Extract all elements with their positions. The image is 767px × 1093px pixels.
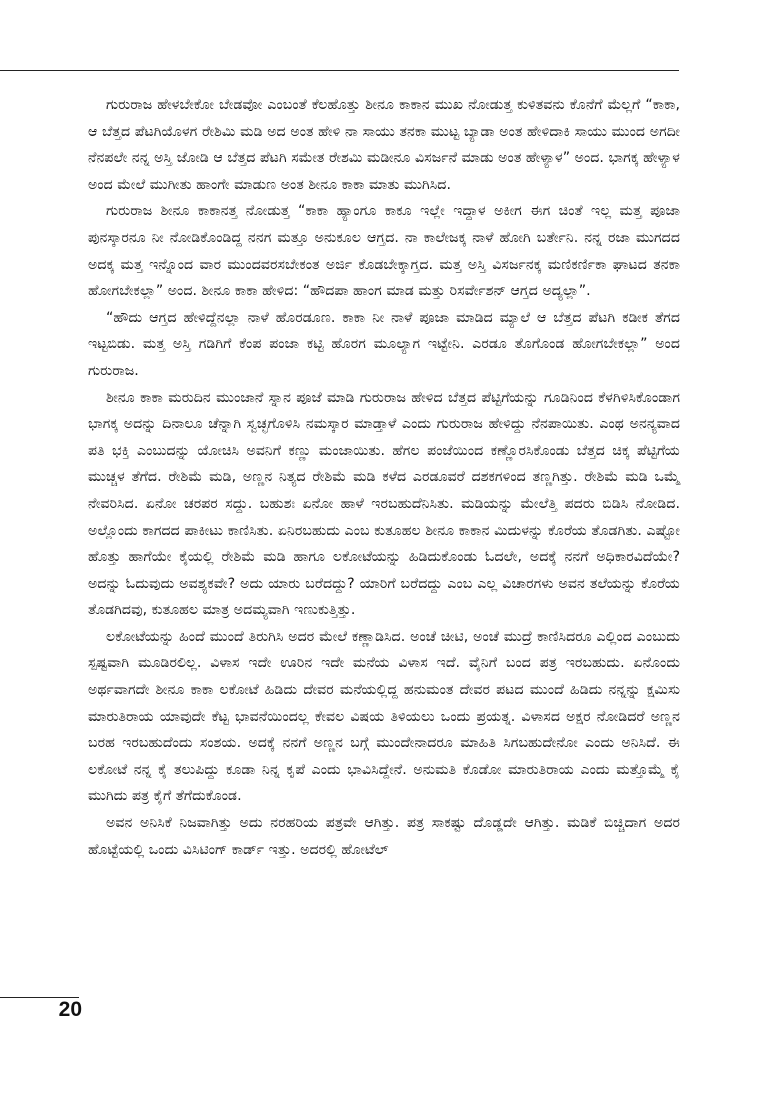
page-number: 20	[58, 998, 82, 1021]
paragraph: ಗುರುರಾಜ ಶೀನೂ ಕಾಕಾನತ್ತ ನೋಡುತ್ತ “ಕಾಕಾ ಹ್ಯಾಂಗೂ ಕಾಕೂ ಇಲ್ಲೇ ಇದ್ದಾಳ ಅಕೀಗ ಈಗ ಚಿಂತೆ ಇಲ್ಲ ಮತ್ತ ಪೂಜಾ ಪುನಸ್ಕಾರನೂ ನೀ ನೋಡಿಕೊಂಡಿದ್ದ ನನಗ ಮತ್ತೂ ಅನುಕೂಲ ಆಗ್ತದ. ನಾ ಕಾಲೇಜಕ್ಕ ನಾಳೆ ಹೋಗಿ ಬರ್ತೇನಿ. ನನ್ನ ರಜಾ ಮುಗದದ ಅದಕ್ಕ ಮತ್ತ ಇನ್ನೊಂದ ವಾರ ಮುಂದವರಸಬೇಕಂತ ಅರ್ಜಿ ಕೊಡಬೇಕ್ಕಾಗ್ತದ. ಮತ್ತ ಅಸ್ತಿ ವಿಸರ್ಜನಕ್ಕ ಮಣಿಕರ್ಣಿಕಾ ಘಾಟದ ತನಕಾ ಹೋಗಬೇಕಲ್ಲಾ” ಅಂದ. ಶೀನೂ ಕಾಕಾ ಹೇಳಿದ: “ಹೌದಪಾ ಹಾಂಗ ಮಾಡ ಮತ್ತು ರಿಸರ್ವೇಶನ್ ಆಗ್ತದ ಅದ್ಯಲ್ಲಾ”.	[88, 203, 680, 300]
paragraph: ಅವನ ಅನಿಸಿಕೆ ನಿಜವಾಗಿತ್ತು ಅದು ನರಹರಿಯ ಪತ್ರವೇ ಆಗಿತ್ತು. ಪತ್ರ ಸಾಕಷ್ಟು ದೊಡ್ಡದೇ ಆಗಿತ್ತು. ಮಡಿಕೆ ಬಿಚ್ಚಿದಾಗ ಅದರ ಹೊಟ್ಟೆಯಲ್ಲಿ ಒಂದು ವಿಸಿಟಿಂಗ್ ಕಾರ್ಡ್ ಇತ್ತು. ಅದರಲ್ಲಿ ಹೋಟೆಲ್	[88, 815, 680, 858]
paragraph: ಗುರುರಾಜ ಹೇಳಬೇಕೋ ಬೇಡವೋ ಎಂಬಂತೆ ಕೆಲಹೊತ್ತು ಶೀನೂ ಕಾಕಾನ ಮುಖ ನೋಡುತ್ತ ಕುಳಿತವನು ಕೊನೆಗೆ ಮೆಲ್ಲಗೆ “ಕಾಕಾ, ಆ ಬೆತ್ತದ ಪೆಟಗಿಯೊಳಗ ರೇಶಿಮಿ ಮಡಿ ಅದ ಅಂತ ಹೇಳಿ ನಾ ಸಾಯು ತನಕಾ ಮುಟ್ಟ ಬ್ಯಾಡಾ ಅಂತ ಹೇಳಿದಾಕಿ ಸಾಯು ಮುಂದ ಅಗದೀ ನೆನಪಲೇ ನನ್ನ ಅಸ್ತಿ ಜೋಡಿ ಆ ಬೆತ್ತದ ಪೆಟಗಿ ಸಮೇತ ರೇಶಮಿ ಮಡೀನೂ ವಿಸರ್ಜನೆ ಮಾಡು ಅಂತ ಹೇಳ್ಯಾಳ” ಅಂದ. ಭಾಗಕ್ಕ ಹೇಳ್ಯಾಳ ಅಂದ ಮೇಲೆ ಮುಗೀತು ಹಾಂಗೇ ಮಾಡುಣ ಅಂತ ಶೀನೂ ಕಾಕಾ ಮಾತು ಮುಗಿಸಿದ.	[88, 97, 680, 193]
top-rule	[0, 70, 679, 71]
body-text	[88, 92, 680, 863]
paragraph: ಶೀನೂ ಕಾಕಾ ಮರುದಿನ ಮುಂಜಾನೆ ಸ್ನಾನ ಪೂಜೆ ಮಾಡಿ ಗುರುರಾಜ ಹೇಳಿದ ಬೆತ್ತದ ಪೆಟ್ಟಿಗೆಯನ್ನು ಗೂಡಿನಿಂದ ಕೆಳಗಿಳಿಸಿಕೊಂಡಾಗ ಭಾಗಕ್ಕ ಅದನ್ನು ದಿನಾಲೂ ಚೆನ್ನಾಗಿ ಸ್ವಚ್ಛಗೊಳಿಸಿ ನಮಸ್ಕಾರ ಮಾಡ್ತಾಳೆ ಎಂದು ಗುರುರಾಜ ಹೇಳಿದ್ದು ನೆನಪಾಯಿತು. ಎಂಥ ಅನನ್ಯವಾದ ಪತಿ ಭಕ್ತಿ ಎಂಬುದನ್ನು ಯೋಚಿಸಿ ಅವನಿಗೆ ಕಣ್ಣು ಮಂಜಾಯಿತು. ಹೆಗಲ ಪಂಜೆಯಿಂದ ಕಣ್ಣೊರಸಿಕೊಂಡು ಬೆತ್ತದ ಚಿಕ್ಕ ಪೆಟ್ಟಿಗೆಯ ಮುಚ್ಚಳ ತೆಗೆದ. ರೇಶಿಮೆ ಮಡಿ, ಅಣ್ಣನ ನಿತ್ಯದ ರೇಶಿಮೆ ಮಡಿ ಕಳೆದ ಎರಡೂವರೆ ದಶಕಗಳಿಂದ ತಣ್ಣಗಿತ್ತು. ರೇಶಿಮೆ ಮಡಿ ಒಮ್ಮೆ ನೇವರಿಸಿದ. ಏನೋ ಚರಪರ ಸದ್ದು. ಬಹುಶಃ ಏನೋ ಹಾಳೆ ಇರಬಹುದೆನಿಸಿತು. ಮಡಿಯನ್ನು ಮೇಲೆತ್ತಿ ಪದರು ಬಿಡಿಸಿ ನೋಡಿದ. ಅಲ್ಲೊಂದು ಕಾಗದದ ಪಾಕೀಟು ಕಾಣಿಸಿತು. ಏನಿರಬಹುದು ಎಂಬ ಕುತೂಹಲ ಶೀನೂ ಕಾಕಾನ ಮಿದುಳನ್ನು ಕೊರೆಯ ತೊಡಗಿತು. ಎಷ್ಟೋ ಹೊತ್ತು ಹಾಗೆಯೇ ಕೈಯಲ್ಲಿ ರೇಶಿಮೆ ಮಡಿ ಹಾಗೂ ಲಕೋಟೆಯನ್ನು ಹಿಡಿದುಕೊಂಡು ಓದಲೇ, ಅದಕ್ಕೆ ನನಗೆ ಅಧಿಕಾರವಿದೆಯೇ? ಅದನ್ನು ಓದುವುದು ಅವಶ್ಯಕವೇ? ಅದು ಯಾರು ಬರೆದದ್ದು? ಯಾರಿಗೆ ಬರೆದದ್ದು ಎಂಬ ಎಲ್ಲ ವಿಚಾರಗಳು ಅವನ ತಲೆಯನ್ನು ಕೊರೆಯ ತೊಡಗಿದವು, ಕುತೂಹಲ ಮಾತ್ರ ಅದಮ್ಯವಾಗಿ ಇಣುಕುತ್ತಿತ್ತು.	[88, 389, 680, 619]
paragraph: “ಹೌದು ಆಗ್ತದ ಹೇಳಿದ್ದೆನಲ್ಲಾ ನಾಳೆ ಹೊರಡೂಣ. ಕಾಕಾ ನೀ ನಾಳೆ ಪೂಜಾ ಮಾಡಿದ ಮ್ಯಾಲೆ ಆ ಬೆತ್ತದ ಪೆಟಗಿ ಕಡೀಕ ತೆಗದ ಇಟ್ಟಬಿಡು. ಮತ್ತ ಅಸ್ತಿ ಗಡಿಗಿಗೆ ಕೆಂಪ ಪಂಜಾ ಕಟ್ಟಿ ಹೊರಗ ಮೂಲ್ಯಾಗ ಇಟ್ಟೇನಿ. ಎರಡೂ ತೊಗೊಂಡ ಹೋಗಬೇಕಲ್ಲಾ” ಅಂದ ಗುರುರಾಜ.	[88, 309, 680, 379]
paragraph: ಲಕೋಟೆಯನ್ನು ಹಿಂದೆ ಮುಂದೆ ತಿರುಗಿಸಿ ಅದರ ಮೇಲೆ ಕಣ್ಣಾಡಿಸಿದ. ಅಂಚೆ ಚೀಟಿ, ಅಂಚೆ ಮುದ್ರೆ ಕಾಣಿಸಿದರೂ ಎಲ್ಲಿಂದ ಎಂಬುದು ಸ್ಪಷ್ಟವಾಗಿ ಮೂಡಿರಲಿಲ್ಲ. ವಿಳಾಸ ಇದೇ ಊರಿನ ಇದೇ ಮನೆಯ ವಿಳಾಸ ಇದೆ. ವೈನಿಗೆ ಬಂದ ಪತ್ರ ಇರಬಹುದು. ಏನೊಂದು ಅರ್ಥವಾಗದೇ ಶೀನೂ ಕಾಕಾ ಲಕೋಟೆ ಹಿಡಿದು ದೇವರ ಮನೆಯಲ್ಲಿದ್ದ ಹನುಮಂತ ದೇವರ ಪಟದ ಮುಂದೆ ಹಿಡಿದು ನನ್ನನ್ನು ಕ್ಷಮಿಸು ಮಾರುತಿರಾಯ ಯಾವುದೇ ಕೆಟ್ಟ ಭಾವನೆಯಿಂದಲ್ಲ ಕೇವಲ ವಿಷಯ ತಿಳಿಯಲು ಒಂದು ಪ್ರಯತ್ನ. ವಿಳಾಸದ ಅಕ್ಷರ ನೋಡಿದರೆ ಅಣ್ಣನ ಬರಹ ಇರಬಹುದೆಂದು ಸಂಶಯ. ಅದಕ್ಕೆ ನನಗೆ ಅಣ್ಣನ ಬಗ್ಗೆ ಮುಂದೇನಾದರೂ ಮಾಹಿತಿ ಸಿಗಬಹುದೇನೋ ಎಂದು ಅನಿಸಿದೆ. ಈ ಲಕೋಟೆ ನನ್ನ ಕೈ ತಲುಪಿದ್ದು ಕೂಡಾ ನಿನ್ನ ಕೃಪೆ ಎಂದು ಭಾವಿಸಿದ್ದೇನೆ. ಅನುಮತಿ ಕೊಡೋ ಮಾರುತಿರಾಯ ಎಂದು ಮತ್ತೊಮ್ಮೆ ಕೈ ಮುಗಿದು ಪತ್ರ ಕೈಗೆ ತೆಗೆದುಕೊಂಡ.	[88, 628, 680, 805]
